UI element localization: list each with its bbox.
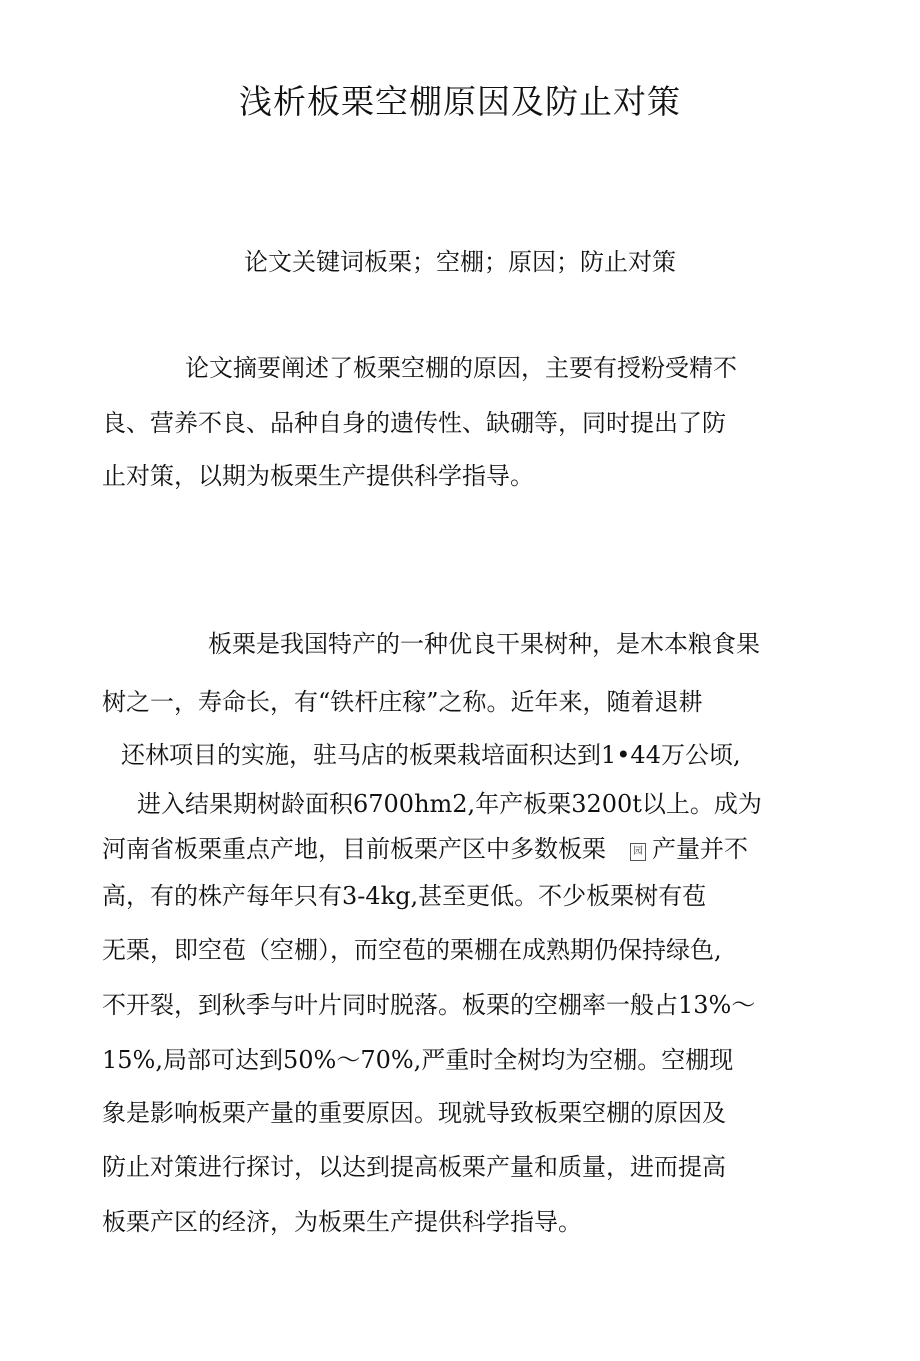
body-line: 树之一，寿命长，有“铁杆庄稼”之称。近年来，随着退耕 [102,688,703,716]
body-line: 不开裂，到秋季与叶片同时脱落。板栗的空棚率一般占13%〜 [102,991,756,1019]
body-line-text: 河南省板栗重点产地，目前板栗产区中多数板栗 [102,835,606,863]
body-line [102,832,748,866]
missing-glyph-icon: 园 [630,843,646,861]
body-line: 无栗，即空苞（空棚），而空苞的栗棚在成熟期仍保持绿色, [102,936,722,964]
body-line: 还林项目的实施，驻马店的板栗栽培面积达到1•44万公顷, [121,741,741,769]
body-line-text: 产量并不 [652,835,748,863]
body-line: 进入结果期树龄面积6700hm2,年产板栗3200t以上。成为 [137,790,762,818]
body-line: 板栗是我国特产的一种优良干果树种，是木本粮食果 [208,630,760,658]
body-line: 板栗产区的经济，为板栗生产提供科学指导。 [102,1208,582,1236]
abstract-line: 止对策，以期为板栗生产提供科学指导。 [102,462,534,490]
document-title: 浅析板栗空棚原因及防止对策 [239,82,681,121]
body-line: 象是影响板栗产量的重要原因。现就导致板栗空棚的原因及 [102,1099,726,1127]
abstract-line: 论文摘要阐述了板栗空棚的原因，主要有授粉受精不 [185,354,737,382]
body-line: 15%,局部可达到50%〜70%,严重时全树均为空棚。空棚现 [102,1046,734,1074]
keywords-line: 论文关键词板栗；空棚；原因；防止对策 [244,248,676,276]
body-line: 防止对策进行探讨，以达到提高板栗产量和质量，进而提高 [102,1153,726,1181]
abstract-line: 良、营养不良、品种自身的遗传性、缺硼等，同时提出了防 [102,409,726,437]
body-line: 高，有的株产每年只有3-4kg,甚至更低。不少板栗树有苞 [102,882,707,910]
